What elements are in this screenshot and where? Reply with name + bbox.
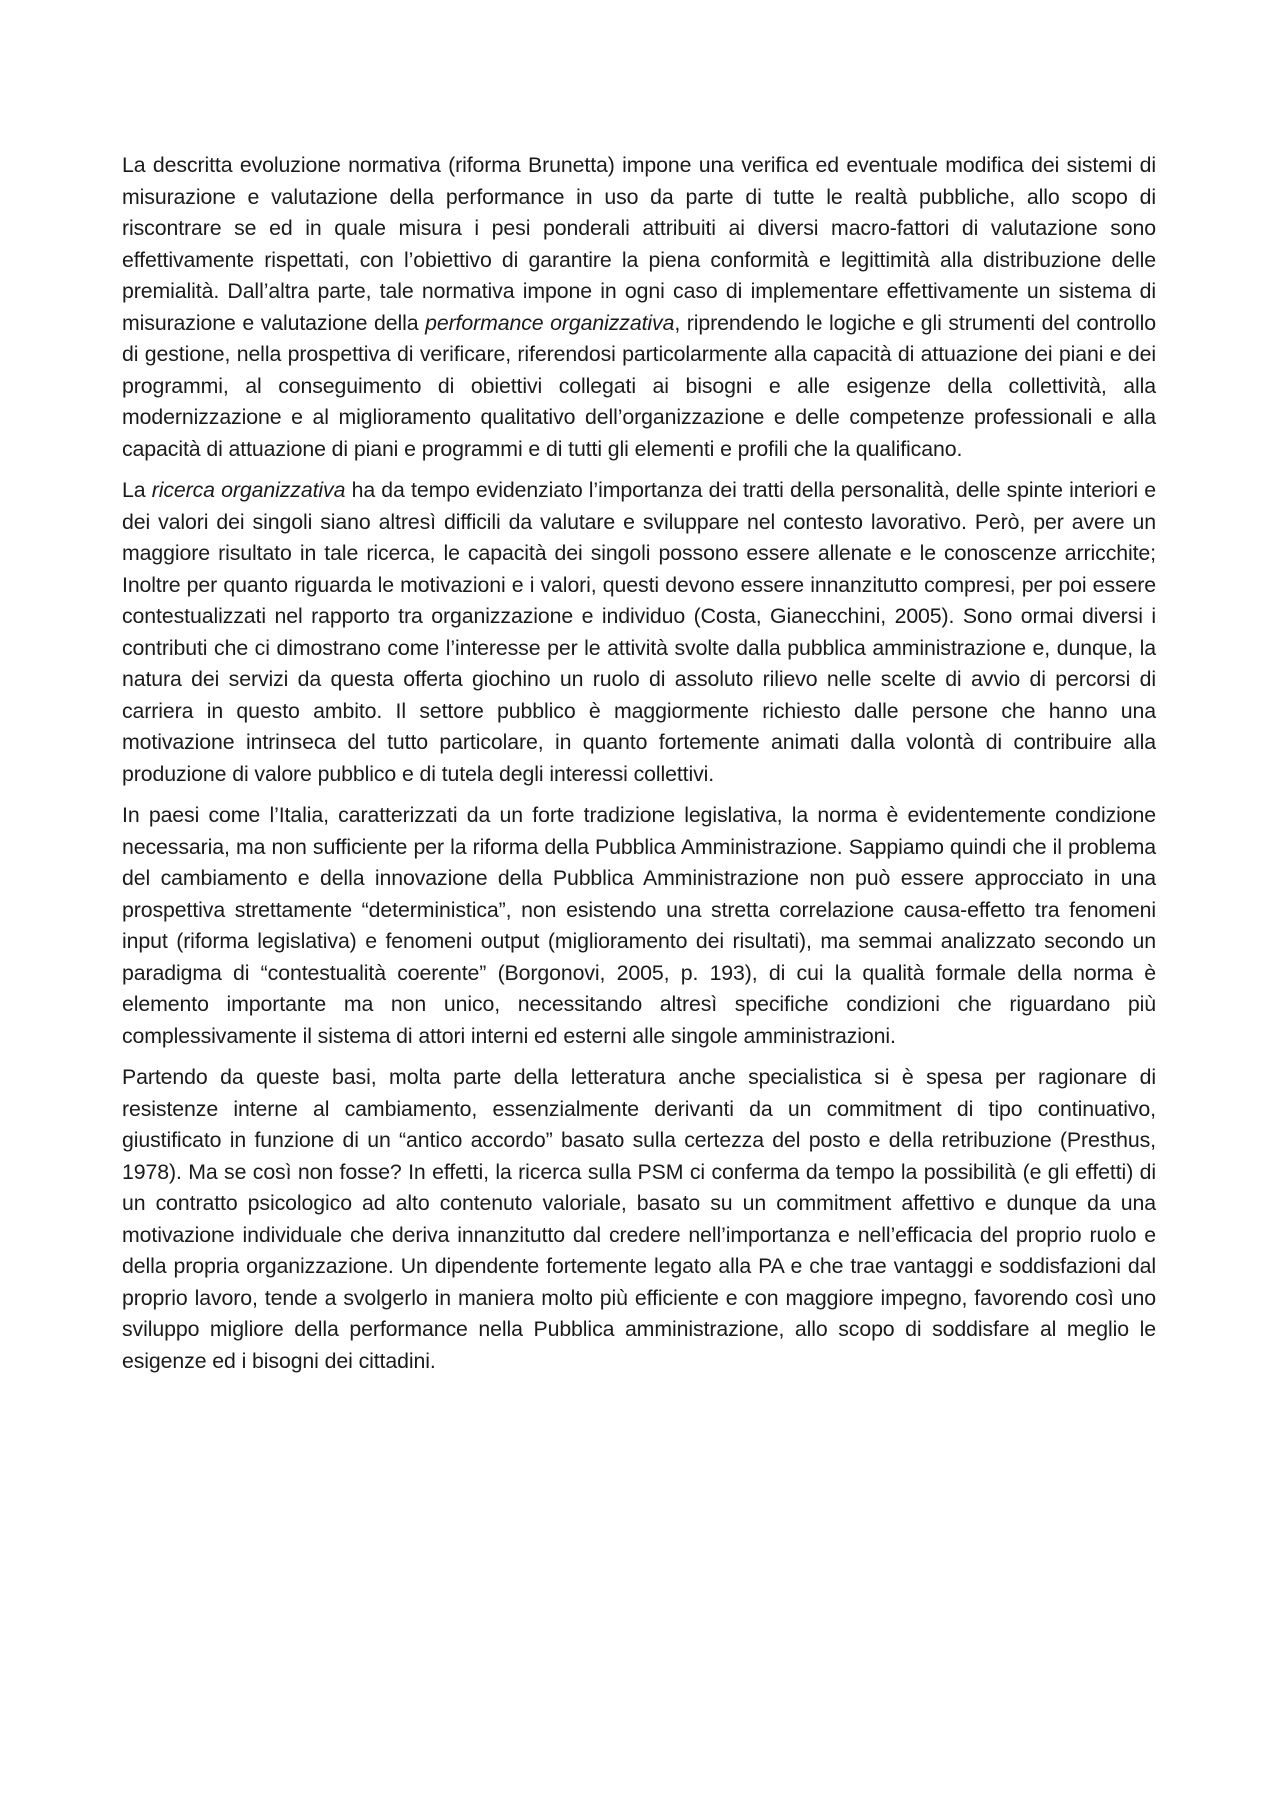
paragraph-1-text-2: , riprendendo le logiche e gli strumenti del controllo di gestione, nella prospettiva di verificare, riferendosi particolarmente alla capacità di attuazione dei piani e dei programmi, al conseguimento di obiettivi collegati ai bisogni e alle esigenze della collettività, alla modernizzazione e al miglioramento qualitativo dell’organizzazione e delle competenze professionali e alla capacità di attuazione di piani e programmi e di tutti gli elementi e profili che la qualificano. <box>122 310 1156 461</box>
paragraph-4-text-1: Partendo da queste basi, molta parte della letteratura anche specialistica si è spesa per ragionare di resistenze interne al cambiamento, essenzialmente derivanti da un commitment di tipo continuativo, giustificato in funzione di un “antico accordo” basato sulla certezza del posto e della retribuzione (Presthus, 1978). Ma se così non fosse? In effetti, la ricerca sulla PSM ci conferma da tempo la possibilità (e gli effetti) di un contratto psicologico ad alto contenuto valoriale, basato su un commitment affettivo e dunque da una motivazione individuale che deriva innanzitutto dal credere nell’importanza e nell’efficacia del proprio ruolo e della propria organizzazione. Un dipendente fortemente legato alla PA e che trae vantaggi e soddisfazioni dal proprio lavoro, tende a svolgerlo in maniera molto più efficiente e con maggiore impegno, favorendo così uno sviluppo migliore della performance nella Pubblica amministrazione, allo scopo di soddisfare al meglio le esigenze ed i bisogni dei cittadini. <box>122 1065 1156 1373</box>
paragraph-4 <box>122 1062 1156 1377</box>
paragraph-1-text-1: La descritta evoluzione normativa (riforma Brunetta) impone una verifica ed eventuale modifica dei sistemi di misurazione e valutazione della performance in uso da parte di tutte le realtà pubbliche, allo scopo di riscontrare se ed in quale misura i pesi ponderali attribuiti ai diversi macro-fattori di valutazione sono effettivamente rispettati, con l’obiettivo di garantire la piena conformità e legittimità alla distribuzione delle premialità. Dall’altra parte, tale normativa impone in ogni caso di implementare effettivamente un sistema di misurazione e valutazione della <box>122 153 1156 335</box>
paragraph-1 <box>122 150 1156 465</box>
paragraph-2-italic-term: ricerca organizzativa <box>151 478 346 502</box>
paragraph-2-text-1: La <box>122 478 152 502</box>
document-body <box>122 150 1156 1387</box>
paragraph-2 <box>122 475 1156 790</box>
paragraph-1-italic-term: performance organizzativa <box>425 310 675 335</box>
paragraph-3-text-1: In paesi come l’Italia, caratterizzati da un forte tradizione legislativa, la norma è evidentemente condizione necessaria, ma non sufficiente per la riforma della Pubblica Amministrazione. Sappiamo quindi che il problema del cambiamento e della innovazione della Pubblica Amministrazione non può essere approcciato in una prospettiva strettamente “deterministica”, non esistendo una stretta correlazione causa-effetto tra fenomeni input (riforma legislativa) e fenomeni output (miglioramento dei risultati), ma semmai analizzato secondo un paradigma di “contestualità coerente” (Borgonovi, 2005, p. 193), di cui la qualità formale della norma è elemento importante ma non unico, necessitando altresì specifiche condizioni che riguardano più complessivamente il sistema di attori interni ed esterni alle singole amministrazioni. <box>122 803 1156 1048</box>
paragraph-2-text-2: ha da tempo evidenziato l’importanza dei tratti della personalità, delle spinte interiori e dei valori dei singoli siano altresì difficili da valutare e sviluppare nel contesto lavorativo. Però, per avere un maggiore risultato in tale ricerca, le capacità dei singoli possono essere allenate e le conoscenze arricchite; Inoltre per quanto riguarda le motivazioni e i valori, questi devono essere innanzitutto compresi, per poi essere contestualizzati nel rapporto tra organizzazione e individuo (Costa, Gianecchini, 2005). Sono ormai diversi i contributi che ci dimostrano come l’interesse per le attività svolte dalla pubblica amministrazione e, dunque, la natura dei servizi da questa offerta giochino un ruolo di assoluto rilievo nelle scelte di avvio di percorsi di carriera in questo ambito. Il settore pubblico è maggiormente richiesto dalle persone che hanno una motivazione intrinseca del tutto particolare, in quanto fortemente animati dalla volontà di contribuire alla produzione di valore pubblico e di tutela degli interessi collettivi. <box>122 478 1156 786</box>
paragraph-3 <box>122 800 1156 1052</box>
